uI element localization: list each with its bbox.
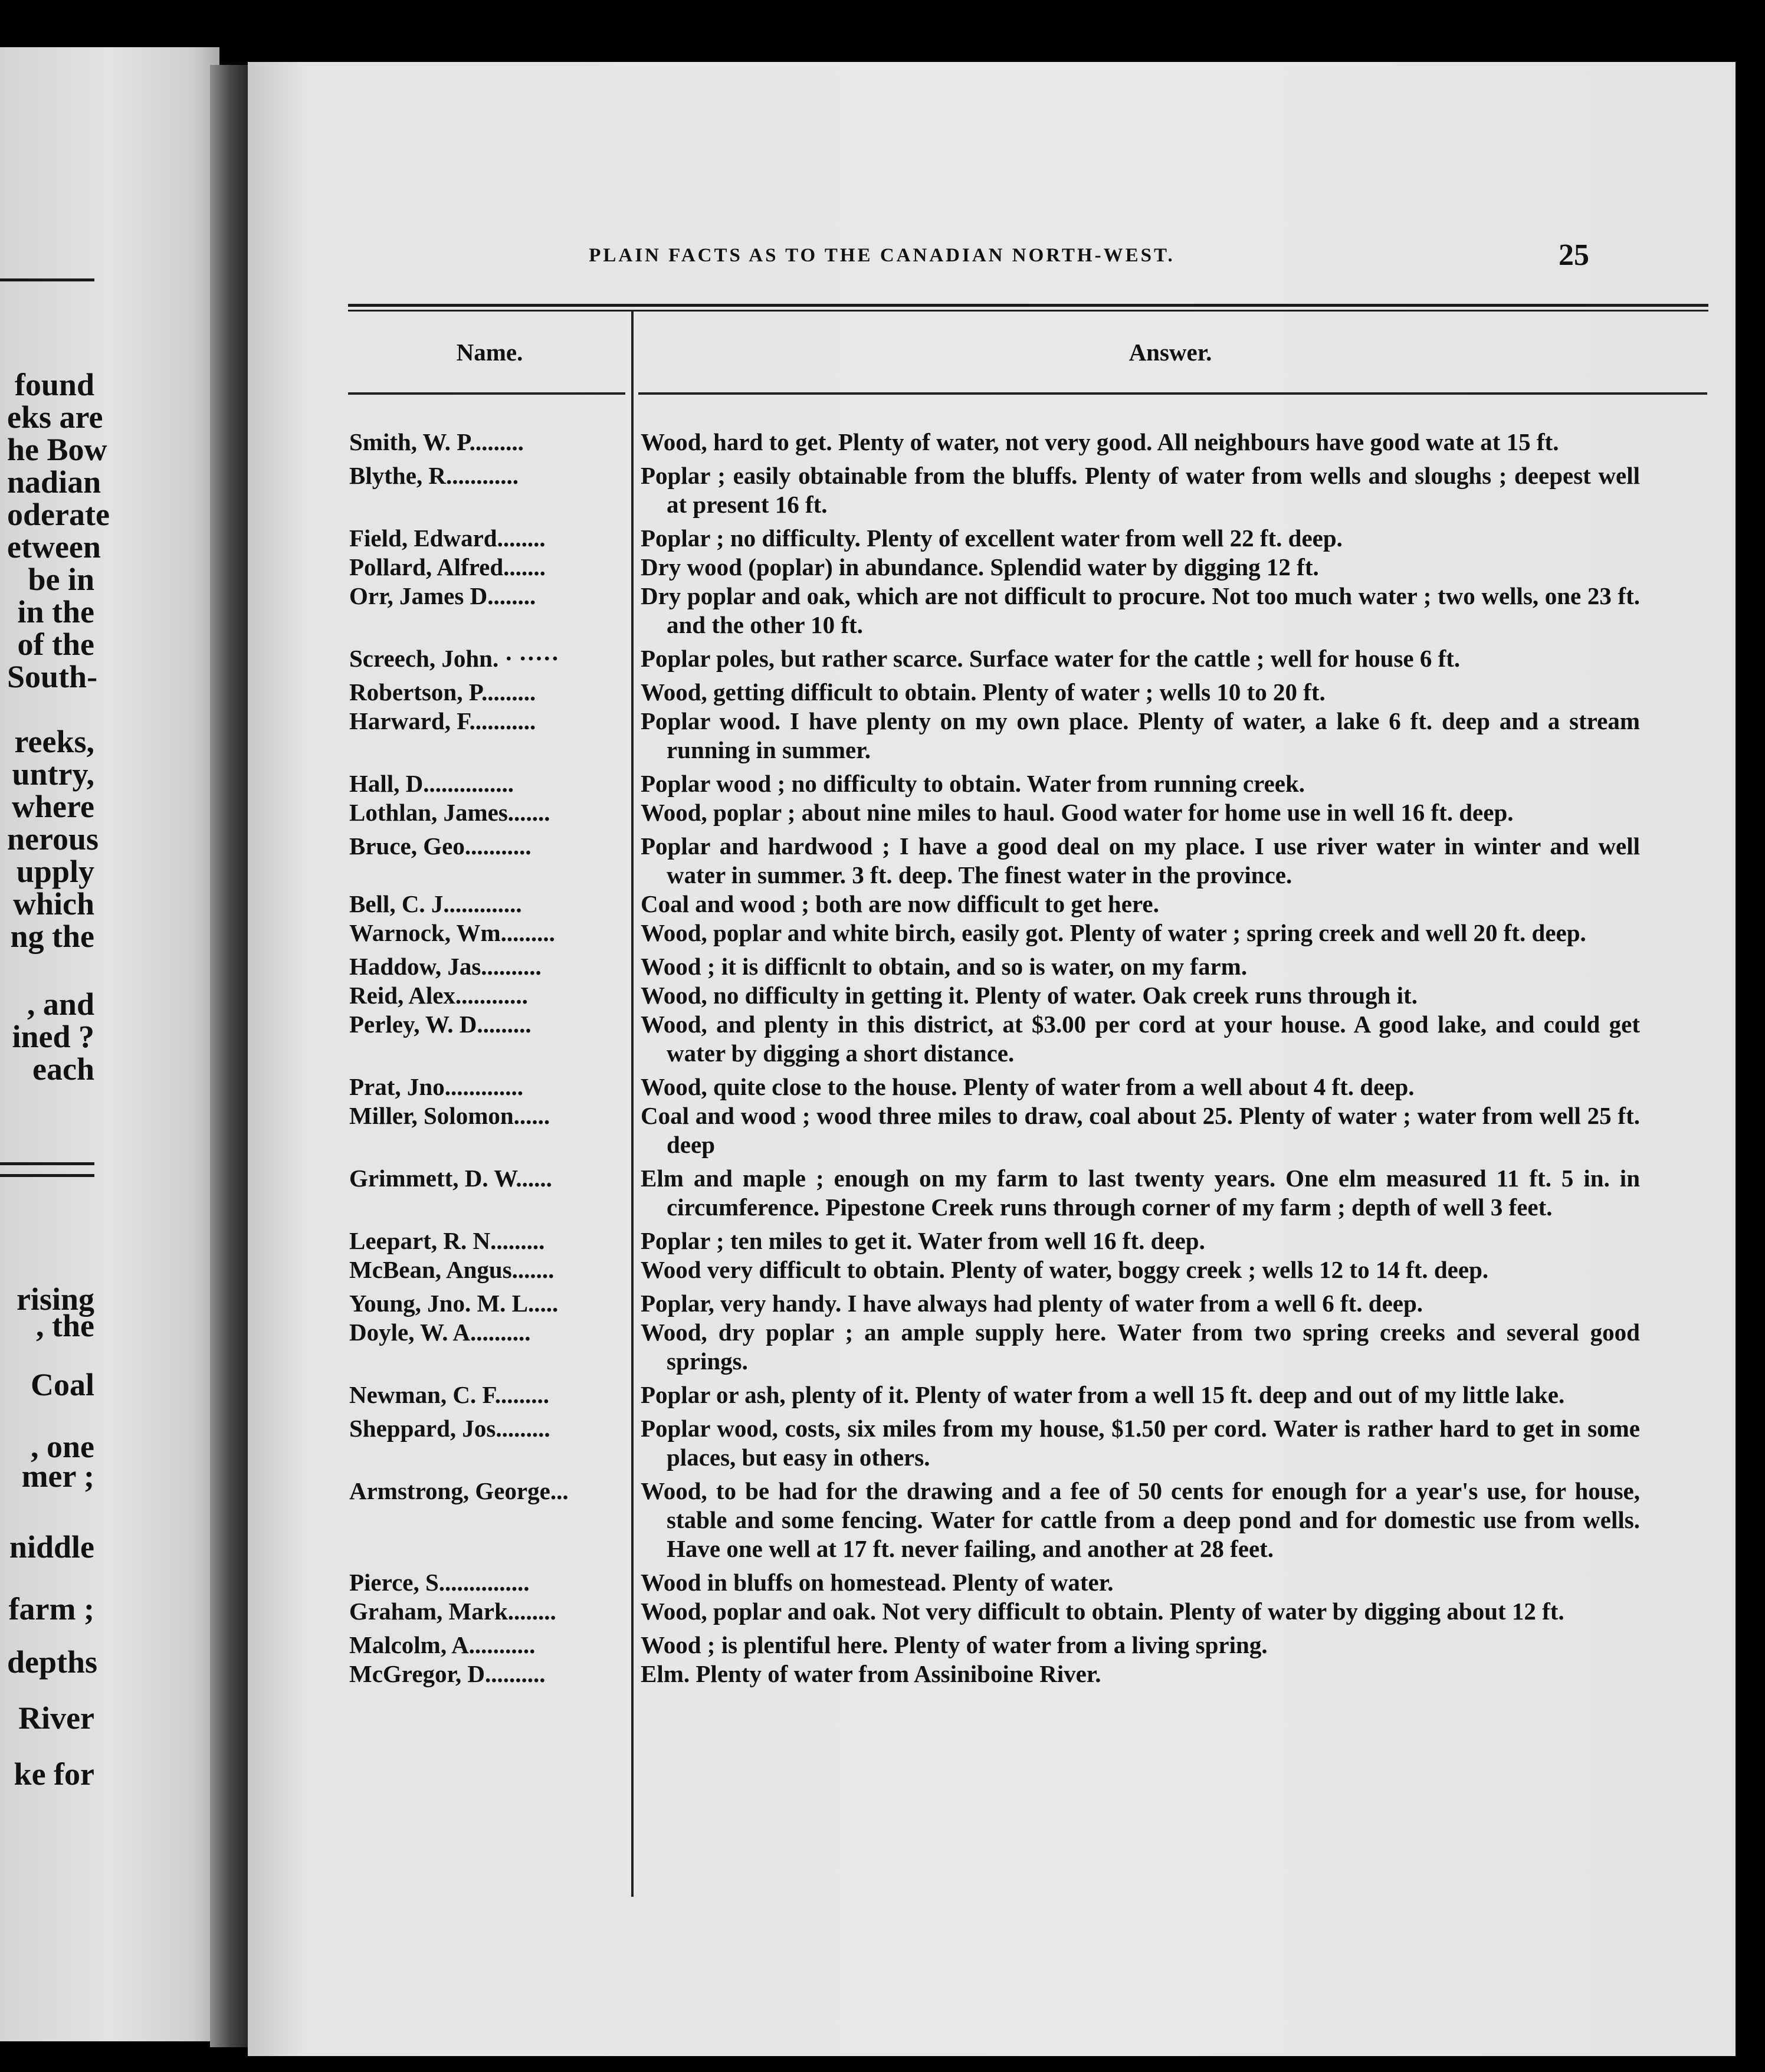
respondent-name: Graham, Mark........ (349, 1598, 556, 1625)
respondent-answer: Poplar ; ten miles to get it. Water from well 16 ft. deep. (641, 1227, 1205, 1254)
answers-table (248, 428, 1736, 1689)
facing-page-line: , and (27, 986, 94, 1022)
respondent-answer: Wood, getting difficult to obtain. Plenty of water ; wells 10 to 20 ft. (641, 678, 1326, 706)
facing-page-line: , the (36, 1308, 94, 1343)
facing-page-line: River (18, 1700, 94, 1736)
respondent-name: Orr, James D........ (349, 582, 536, 609)
facing-page-line: of the (17, 627, 94, 662)
respondent-answer: Wood, quite close to the house. Plenty of water from a well about 4 ft. deep. (641, 1073, 1415, 1100)
column-header-answer: Answer. (1128, 339, 1212, 366)
respondent-answer: Wood ; is plentiful here. Plenty of water from a living spring. (641, 1631, 1268, 1658)
respondent-answer: Wood ; it is difficnlt to obtain, and so is water, on my farm. (641, 953, 1248, 980)
respondent-name: Field, Edward........ (349, 524, 546, 552)
respondent-name: Warnock, Wm......... (349, 919, 555, 946)
facing-page-line: be in (28, 562, 94, 597)
table-row (248, 890, 1736, 919)
facing-page-line: reeks, (14, 724, 94, 759)
table-row (248, 1227, 1736, 1255)
header-underline (638, 392, 1707, 395)
respondent-name: Pollard, Alfred....... (349, 553, 546, 581)
facing-page-line: rising (16, 1281, 94, 1317)
table-row (248, 1101, 1736, 1159)
respondent-answer: Dry wood (poplar) in abundance. Splendid water by digging 12 ft. (641, 553, 1319, 581)
respondent-name: Perley, W. D......... (349, 1011, 532, 1038)
respondent-answer: Wood, poplar and oak. Not very difficult to obtain. Plenty of water by digging about 12 ft. (641, 1598, 1564, 1625)
header-underline (348, 392, 625, 395)
respondent-answer: Poplar ; easily obtainable from the bluffs. Plenty of water from wells and sloughs ; deepest well at present 16 ft. (641, 462, 1640, 518)
respondent-answer: Wood very difficult to obtain. Plenty of water, boggy creek ; wells 12 to 14 ft. deep. (641, 1256, 1489, 1283)
table-row (248, 678, 1736, 707)
running-head: PLAIN FACTS AS TO THE CANADIAN NORTH-WEST. (589, 245, 1175, 266)
table-row (248, 1631, 1736, 1660)
table-row (248, 919, 1736, 948)
respondent-answer: Poplar wood. I have plenty on my own place. Plenty of water, a lake 6 ft. deep and a stream running in summer. (641, 707, 1640, 763)
respondent-answer: Wood, dry poplar ; an ample supply here. Water from two spring creeks and several good springs. (641, 1319, 1640, 1375)
respondent-name: Lothlan, James....... (349, 799, 550, 826)
respondent-answer: Elm. Plenty of water from Assiniboine River. (641, 1660, 1101, 1687)
respondent-name: Harward, F........... (349, 707, 536, 735)
respondent-answer: Wood in bluffs on homestead. Plenty of water. (641, 1569, 1114, 1596)
table-row (248, 524, 1736, 553)
respondent-answer: Coal and wood ; both are now difficult to get here. (641, 890, 1159, 917)
respondent-name: Doyle, W. A.......... (349, 1319, 531, 1346)
table-row (248, 1381, 1736, 1409)
facing-page-line: eks are (7, 399, 103, 435)
facing-page-line: mer ; (21, 1458, 94, 1494)
respondent-name: Robertson, P......... (349, 678, 536, 706)
table-row (248, 981, 1736, 1010)
table-row (248, 644, 1736, 673)
table-row (248, 582, 1736, 640)
respondent-name: Bruce, Geo........... (349, 832, 532, 860)
table-row (248, 952, 1736, 981)
respondent-name: Blythe, R............ (349, 462, 519, 489)
table-row (248, 1289, 1736, 1318)
respondent-answer: Wood, poplar and white birch, easily got. Plenty of water ; spring creek and well 20 ft. deep. (641, 919, 1586, 946)
respondent-name: Grimmett, D. W...... (349, 1165, 552, 1192)
respondent-answer: Poplar wood ; no difficulty to obtain. Water from running creek. (641, 770, 1305, 797)
table-row (248, 832, 1736, 890)
book-gutter (210, 65, 254, 2047)
respondent-name: Prat, Jno............. (349, 1073, 523, 1100)
facing-page-line: etween (7, 529, 101, 565)
respondent-answer: Wood, and plenty in this district, at $3.00 per cord at your house. A good lake, and could get water by digging a short distance. (641, 1011, 1640, 1067)
facing-page-line: oderate (7, 497, 110, 532)
facing-page-line: Coal (31, 1367, 94, 1402)
respondent-name: Sheppard, Jos......... (349, 1415, 550, 1442)
table-row (248, 798, 1736, 827)
respondent-answer: Wood, hard to get. Plenty of water, not very good. All neighbours have good wate at 15 ft. (641, 428, 1559, 455)
table-row (248, 1318, 1736, 1376)
page-number: 25 (1559, 238, 1589, 272)
respondent-answer: Wood, to be had for the drawing and a fee of 50 cents for enough for a year's use, for house, stable and some fencing. Water for cattle from a deep pond and for domestic use from wells. Have one well at 17 ft. never failing, and another at 28 feet. (641, 1477, 1640, 1562)
facing-page-line: South- (7, 659, 98, 694)
table-row (248, 1414, 1736, 1472)
respondent-answer: Wood, poplar ; about nine miles to haul. Good water for home use in well 16 ft. deep. (641, 799, 1514, 826)
facing-page-line: depths (7, 1644, 98, 1680)
table-row (248, 428, 1736, 457)
facing-page-rule (0, 1174, 94, 1177)
facing-page-line: ng the (10, 919, 94, 954)
facing-page-line: nerous (7, 821, 99, 857)
table-row (248, 1568, 1736, 1597)
table-row (248, 1597, 1736, 1626)
respondent-name: McBean, Angus....... (349, 1256, 555, 1283)
table-row (248, 707, 1736, 765)
table-row (248, 1255, 1736, 1284)
facing-page-line: ined ? (12, 1019, 94, 1054)
book-page (248, 62, 1736, 2056)
facing-page-line: nadian (7, 464, 101, 500)
table-row (248, 461, 1736, 519)
column-header-name: Name. (456, 339, 523, 366)
table-row (248, 1660, 1736, 1689)
facing-page-line: in the (17, 594, 94, 630)
respondent-answer: Poplar and hardwood ; I have a good deal on my place. I use river water in winter and well water in summer. 3 ft. deep. The finest water in the province. (641, 832, 1640, 889)
respondent-answer: Poplar ; no difficulty. Plenty of excellent water from well 22 ft. deep. (641, 524, 1343, 552)
respondent-answer: Wood, no difficulty in getting it. Plenty of water. Oak creek runs through it. (641, 982, 1418, 1009)
respondent-answer: Poplar, very handy. I have always had plenty of water from a well 6 ft. deep. (641, 1290, 1423, 1317)
respondent-answer: Poplar wood, costs, six miles from my house, $1.50 per cord. Water is rather hard to get in some places, but easy in others. (641, 1415, 1640, 1471)
respondent-name: Pierce, S............... (349, 1569, 530, 1596)
header-rule (348, 310, 1708, 312)
facing-page-line: found (14, 367, 94, 402)
respondent-answer: Elm and maple ; enough on my farm to last twenty years. One elm measured 11 ft. 5 in. in circumference. Pipestone Creek runs through corner of my farm ; depth of well 3 feet. (641, 1165, 1640, 1221)
facing-page-rule (0, 278, 94, 281)
facing-page-line: niddle (9, 1529, 94, 1565)
respondent-answer: Poplar poles, but rather scarce. Surface water for the cattle ; well for house 6 ft. (641, 645, 1461, 672)
facing-page-line: farm ; (8, 1591, 94, 1627)
header-rule (348, 304, 1708, 307)
table-row (248, 1010, 1736, 1068)
respondent-name: Young, Jno. M. L..... (349, 1290, 559, 1317)
table-row (248, 1073, 1736, 1101)
respondent-answer: Coal and wood ; wood three miles to draw, coal about 25. Plenty of water ; water from well 25 ft. deep (641, 1102, 1640, 1158)
table-row (248, 769, 1736, 798)
respondent-name: Smith, W. P......... (349, 428, 524, 455)
respondent-name: Armstrong, George... (349, 1477, 569, 1504)
respondent-name: Newman, C. F......... (349, 1381, 550, 1408)
facing-page-line: untry, (12, 756, 94, 792)
facing-page-rule (0, 1162, 94, 1165)
facing-page-line: ke for (14, 1756, 94, 1792)
facing-page-line: each (32, 1051, 94, 1087)
facing-page-line: , one (31, 1429, 94, 1464)
respondent-name: Reid, Alex............ (349, 982, 528, 1009)
respondent-name: Hall, D............... (349, 770, 514, 797)
respondent-name: Miller, Solomon...... (349, 1102, 550, 1129)
facing-page-line: he Bow (7, 432, 107, 467)
table-row (248, 1164, 1736, 1222)
respondent-name: Screech, John. · ····· (349, 645, 559, 672)
respondent-name: Bell, C. J............. (349, 890, 522, 917)
respondent-name: Haddow, Jas.......... (349, 953, 542, 980)
facing-page-line: which (12, 886, 94, 922)
table-row (248, 553, 1736, 582)
table-row (248, 1477, 1736, 1563)
facing-page-line: where (12, 789, 94, 824)
respondent-name: Leepart, R. N......... (349, 1227, 545, 1254)
respondent-answer: Poplar or ash, plenty of it. Plenty of water from a well 15 ft. deep and out of my little lake. (641, 1381, 1565, 1408)
respondent-name: McGregor, D.......... (349, 1660, 546, 1687)
respondent-answer: Dry poplar and oak, which are not difficult to procure. Not too much water ; two wells, one 23 ft. and the other 10 ft. (641, 582, 1640, 638)
facing-page (0, 47, 219, 2041)
facing-page-line: upply (16, 854, 94, 889)
respondent-name: Malcolm, A........... (349, 1631, 536, 1658)
